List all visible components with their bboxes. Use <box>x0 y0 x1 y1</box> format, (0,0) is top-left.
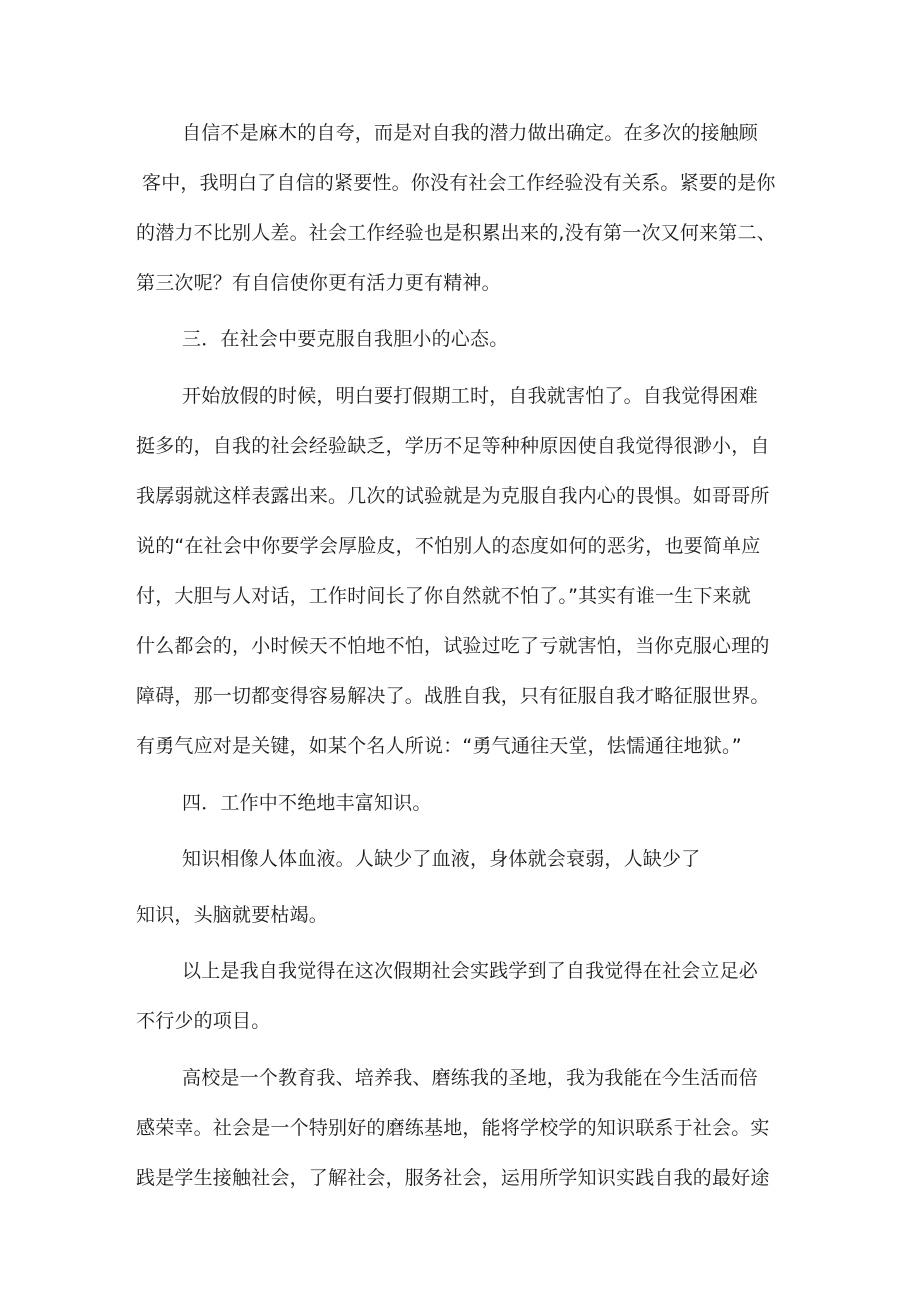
text-line: 第三次呢？有自信使你更有活力更有精神。 <box>136 272 501 294</box>
text-line: 我孱弱就这样表露出来。几次的试验就是为克服自我内心的畏惧。如哥哥所 <box>136 485 770 507</box>
text-line: 知识，头脑就要枯竭。 <box>136 904 329 926</box>
text-line: 有勇气应对是关键，如某个名人所说：“勇气通往天堂，怯懦通往地狱。” <box>136 735 742 757</box>
text-line: 知识相像人体血液。人缺少了血液，身体就会衰弱，人缺少了 <box>182 848 701 870</box>
text-line: 付，大胆与人对话，工作时间长了你自然就不怕了。”其实有谁一生下来就 <box>136 585 751 607</box>
text-line: 开始放假的时候，明白要打假期工时，自我就害怕了。自我觉得困难 <box>182 385 759 407</box>
text-line: 的潜力不比别人差。社会工作经验也是积累出来的,没有第一次又何来第二、 <box>136 222 776 244</box>
section-heading: 四．工作中不绝地丰富知识。 <box>182 792 432 814</box>
section-heading: 三．在社会中要克服自我胆小的心态。 <box>182 328 509 350</box>
text-line: 感荣幸。社会是一个特别好的磨练基地，能将学校学的知识联系于社会。实 <box>136 1117 770 1139</box>
text-line: 自信不是麻木的自夸，而是对自我的潜力做出确定。在多次的接触顾 <box>182 122 759 144</box>
text-line: 挺多的，自我的社会经验缺乏，学历不足等种种原因使自我觉得很渺小，自 <box>136 435 770 457</box>
text-line: 说的“在社会中你要学会厚脸皮，不怕别人的态度如何的恶劣，也要简单应 <box>136 535 761 557</box>
text-line: 不行少的项目。 <box>136 1010 271 1032</box>
text-line: 高校是一个教育我、培养我、磨练我的圣地，我为我能在今生活而倍 <box>182 1067 759 1089</box>
text-line: 障碍，那一切都变得容易解决了。战胜自我，只有征服自我才略征服世界。 <box>136 685 770 707</box>
text-line: 什么都会的，小时候天不怕地不怕，试验过吃了亏就害怕，当你克服心理的 <box>136 635 770 657</box>
text-line: 客中，我明白了自信的紧要性。你没有社会工作经验没有关系。紧要的是你 <box>142 172 776 194</box>
text-line: 以上是我自我觉得在这次假期社会实践学到了自我觉得在社会立足必 <box>182 960 759 982</box>
text-line: 践是学生接触社会，了解社会，服务社会，运用所学知识实践自我的最好途 <box>136 1167 770 1189</box>
